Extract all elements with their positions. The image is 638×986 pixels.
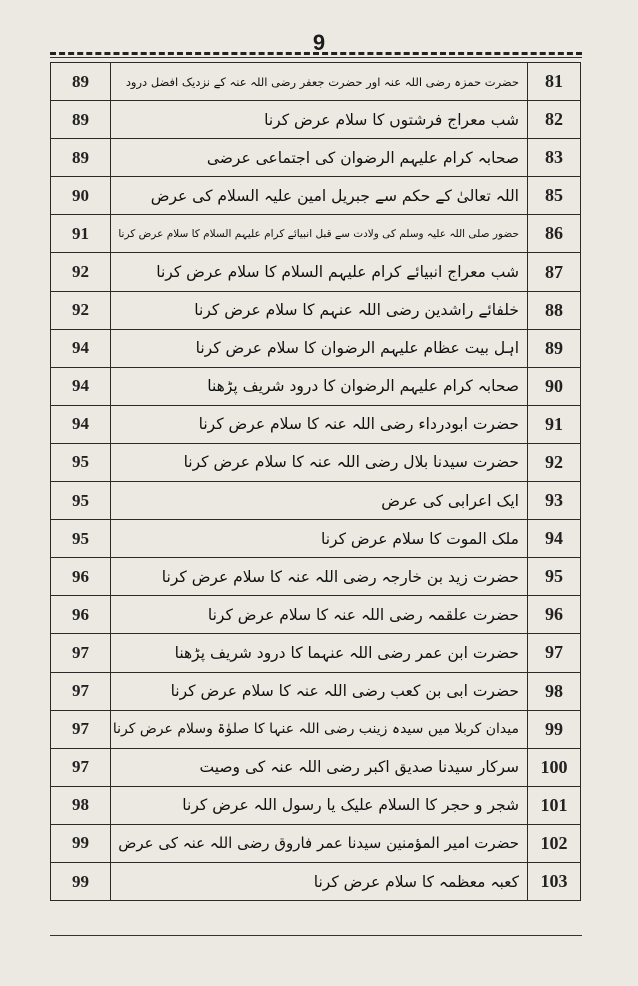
toc-title: ایک اعرابی کی عرض [111,482,528,520]
toc-title: میدان کربلا میں سیدہ زینب رضی اللہ عنہا کا صلوٰۃ وسلام عرض کرنا [111,710,528,748]
toc-title: حضرت ابی بن کعب رضی اللہ عنہ کا سلام عرض کرنا [111,672,528,710]
toc-title: سرکار سیدنا صدیق اکبر رضی اللہ عنہ کی وصیت [111,748,528,786]
toc-row [51,558,581,596]
toc-title: خلفائے راشدین رضی اللہ عنہم کا سلام عرض کرنا [111,291,528,329]
toc-row [51,634,581,672]
toc-row [51,596,581,634]
toc-entry-number: 88 [528,291,581,329]
toc-page-number: 97 [51,748,111,786]
toc-page-number: 89 [51,101,111,139]
toc-entry-number: 85 [528,177,581,215]
toc-title: حضرت سیدنا بلال رضی اللہ عنہ کا سلام عرض کرنا [111,443,528,481]
toc-page-number: 95 [51,443,111,481]
toc-row [51,63,581,101]
toc-title: شجر و حجر کا السلام علیک یا رسول اللہ عرض کرنا [111,786,528,824]
toc-title: ملک الموت کا سلام عرض کرنا [111,520,528,558]
toc-entry-number: 103 [528,862,581,900]
toc-entry-number: 102 [528,824,581,862]
toc-title: شب معراج انبیائے کرام علیہم السلام کا سلام عرض کرنا [111,253,528,291]
bottom-rule [50,935,582,936]
toc-page-number: 95 [51,520,111,558]
toc-page-number: 90 [51,177,111,215]
toc-title: حضرت حمزہ رضی اللہ عنہ اور حضرت جعفر رضی اللہ عنہ کے نزدیک افضل درود [111,63,528,101]
toc-page-number: 96 [51,558,111,596]
toc-row [51,253,581,291]
toc-title: شب معراج فرشتوں کا سلام عرض کرنا [111,101,528,139]
toc-title: صحابہ کرام علیہم الرضوان کا درود شریف پڑھنا [111,367,528,405]
toc-title: صحابہ کرام علیہم الرضوان کی اجتماعی عرضی [111,139,528,177]
toc-page-number: 99 [51,824,111,862]
toc-entry-number: 86 [528,215,581,253]
toc-page-number: 94 [51,405,111,443]
toc-row [51,291,581,329]
toc-page-number: 95 [51,482,111,520]
toc-row [51,520,581,558]
toc-page-number: 94 [51,367,111,405]
toc-entry-number: 87 [528,253,581,291]
toc-entry-number: 92 [528,443,581,481]
toc-row [51,443,581,481]
toc-title: کعبہ معظمہ کا سلام عرض کرنا [111,862,528,900]
toc-entry-number: 91 [528,405,581,443]
toc-body [51,63,581,901]
toc-entry-number: 95 [528,558,581,596]
toc-title: حضرت ابن عمر رضی اللہ عنہما کا درود شریف پڑھنا [111,634,528,672]
page-number: 9 [312,30,326,55]
toc-page-number: 94 [51,329,111,367]
toc-row [51,862,581,900]
toc-page-number: 98 [51,786,111,824]
toc-row [51,824,581,862]
toc-page-number: 96 [51,596,111,634]
toc-title: اہل بیت عظام علیہم الرضوان کا سلام عرض کرنا [111,329,528,367]
toc-row [51,329,581,367]
toc-row [51,405,581,443]
toc-page-number: 91 [51,215,111,253]
toc-entry-number: 94 [528,520,581,558]
top-dashed-rule [50,52,582,55]
toc-entry-number: 96 [528,596,581,634]
toc-row [51,672,581,710]
toc-title: حضرت امیر المؤمنین سیدنا عمر فاروق رضی اللہ عنہ کی عرض [111,824,528,862]
toc-title: حضور صلی اللہ علیہ وسلم کی ولادت سے قبل انبیائے کرام علیہم السلام کا سلام عرض کرنا [111,215,528,253]
toc-entry-number: 93 [528,482,581,520]
toc-entry-number: 90 [528,367,581,405]
toc-row [51,177,581,215]
toc-row [51,101,581,139]
toc-row [51,710,581,748]
toc-page-number: 97 [51,710,111,748]
toc-title: حضرت زید بن خارجہ رضی اللہ عنہ کا سلام عرض کرنا [111,558,528,596]
top-rule [50,57,582,58]
toc-page-number: 97 [51,634,111,672]
toc-page-number: 89 [51,139,111,177]
toc-entry-number: 89 [528,329,581,367]
toc-entry-number: 81 [528,63,581,101]
toc-title: حضرت علقمہ رضی اللہ عنہ کا سلام عرض کرنا [111,596,528,634]
toc-entry-number: 99 [528,710,581,748]
toc-entry-number: 100 [528,748,581,786]
toc-row [51,367,581,405]
toc-page-number: 97 [51,672,111,710]
toc-row [51,215,581,253]
toc-title: حضرت ابودرداء رضی اللہ عنہ کا سلام عرض کرنا [111,405,528,443]
toc-row [51,139,581,177]
toc-page-number: 89 [51,63,111,101]
table-of-contents [50,62,581,901]
toc-page-number: 92 [51,253,111,291]
toc-entry-number: 98 [528,672,581,710]
toc-entry-number: 82 [528,101,581,139]
toc-entry-number: 101 [528,786,581,824]
toc-entry-number: 83 [528,139,581,177]
toc-page-number: 92 [51,291,111,329]
toc-page-number: 99 [51,862,111,900]
toc-row [51,748,581,786]
toc-row [51,786,581,824]
toc-title: اللہ تعالیٰ کے حکم سے جبریل امین علیہ السلام کی عرض [111,177,528,215]
toc-entry-number: 97 [528,634,581,672]
toc-row [51,482,581,520]
